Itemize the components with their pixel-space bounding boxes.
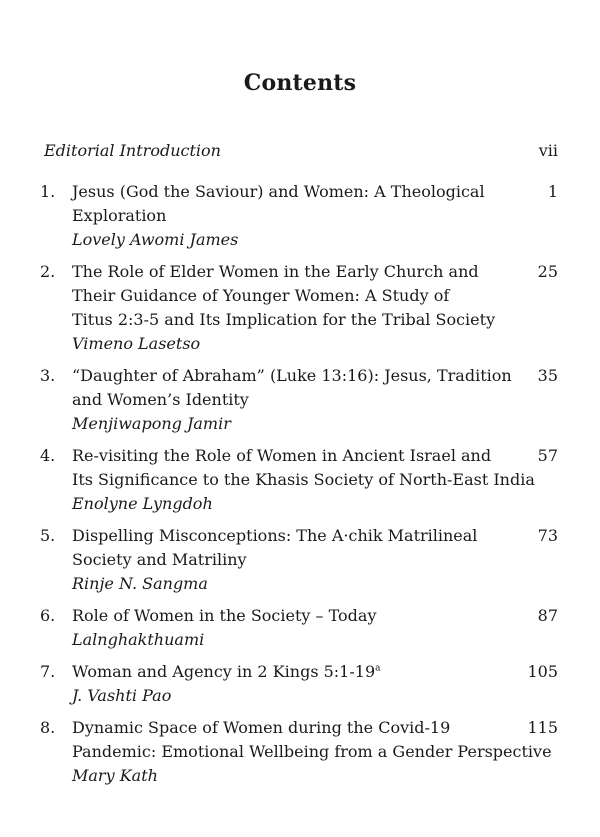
entry-author: Lovely Awomi James <box>72 230 239 249</box>
entry-page-number: 105 <box>527 662 558 681</box>
entry-title-line <box>72 548 518 572</box>
entry-body <box>72 660 558 708</box>
entry-body <box>72 364 558 436</box>
entry-title-text: Dynamic Space of Women during the Covid-19 <box>72 718 451 737</box>
entry-title-line <box>72 180 518 204</box>
entry-title-line <box>72 660 518 684</box>
entry-title-line <box>72 468 535 492</box>
entry-body <box>72 604 558 652</box>
entry-page-number: 35 <box>537 366 558 385</box>
entry-title-line <box>72 204 518 228</box>
entry-body <box>72 524 558 596</box>
entry-title-text: Titus 2:3-5 and Its Implication for the Tribal Society <box>72 310 496 329</box>
footnote-marker: a <box>375 663 381 674</box>
toc-intro-row <box>44 139 558 163</box>
toc-entry <box>40 660 558 708</box>
toc-entry <box>40 716 558 788</box>
entry-body <box>72 180 558 252</box>
entry-title-line <box>72 444 535 468</box>
entry-page-number: 1 <box>547 182 558 201</box>
toc-entry <box>40 260 558 356</box>
entry-title-text: Role of Women in the Society – Today <box>72 606 377 625</box>
entry-number: 8. <box>40 718 56 737</box>
entry-number: 6. <box>40 606 56 625</box>
entry-author: Rinje N. Sangma <box>72 574 208 593</box>
entry-page-number: 87 <box>537 606 558 625</box>
entry-title-text: Dispelling Misconceptions: The A·chik Matrilineal <box>72 526 478 545</box>
entry-number: 2. <box>40 262 56 281</box>
entry-author: Lalnghakthuami <box>72 630 205 649</box>
entry-title-text: Exploration <box>72 206 167 225</box>
toc-entry <box>40 180 558 252</box>
entry-author: Vimeno Lasetso <box>72 334 201 353</box>
page-title: Contents <box>243 70 357 96</box>
entry-author: Menjiwapong Jamir <box>72 414 231 433</box>
entry-title-text: and Women’s Identity <box>72 390 249 409</box>
entry-number: 5. <box>40 526 56 545</box>
entry-title-text: Its Significance to the Khasis Society of North-East India <box>72 470 535 489</box>
entry-number: 1. <box>40 182 56 201</box>
entry-title-text: “Daughter of Abraham” (Luke 13:16): Jesus, Tradition <box>72 366 512 385</box>
entry-title-line <box>72 716 552 740</box>
entry-number: 4. <box>40 446 56 465</box>
intro-label: Editorial Introduction <box>44 141 221 160</box>
entry-title-text: Woman and Agency in 2 Kings 5:1-19 <box>72 662 376 681</box>
entry-title-text: Their Guidance of Younger Women: A Study of <box>72 286 450 305</box>
entry-author: Mary Kath <box>72 766 158 785</box>
entry-title-text: Society and Matriliny <box>72 550 247 569</box>
entry-body <box>72 444 575 516</box>
entry-title-text: The Role of Elder Women in the Early Church and <box>72 262 479 281</box>
entry-title-line <box>72 740 552 764</box>
entry-number: 7. <box>40 662 56 681</box>
entry-page-number: 115 <box>527 718 558 737</box>
intro-page-number: vii <box>538 141 558 160</box>
toc-entry <box>40 444 558 516</box>
entry-title-line <box>72 604 518 628</box>
entry-page-number: 73 <box>537 526 558 545</box>
toc-entry <box>40 524 558 596</box>
entry-title-line <box>72 308 518 332</box>
entry-title-line <box>72 260 518 284</box>
entry-page-number: 57 <box>537 446 558 465</box>
entry-title-line <box>72 388 518 412</box>
toc-entry <box>40 364 558 436</box>
entry-title-text: Pandemic: Emotional Wellbeing from a Gender Perspective <box>72 742 552 761</box>
toc-list <box>40 180 558 796</box>
entry-title-line <box>72 364 518 388</box>
toc-entry <box>40 604 558 652</box>
entry-author: Enolyne Lyngdoh <box>72 494 213 513</box>
entry-author: J. Vashti Pao <box>72 686 172 705</box>
entry-title-line <box>72 284 518 308</box>
entry-title-text: Re-visiting the Role of Women in Ancient Israel and <box>72 446 492 465</box>
entry-page-number: 25 <box>537 262 558 281</box>
entry-title-line <box>72 524 518 548</box>
entry-number: 3. <box>40 366 56 385</box>
entry-body <box>72 716 592 788</box>
entry-title-text: Jesus (God the Saviour) and Women: A Theological <box>72 182 485 201</box>
entry-body <box>72 260 558 356</box>
